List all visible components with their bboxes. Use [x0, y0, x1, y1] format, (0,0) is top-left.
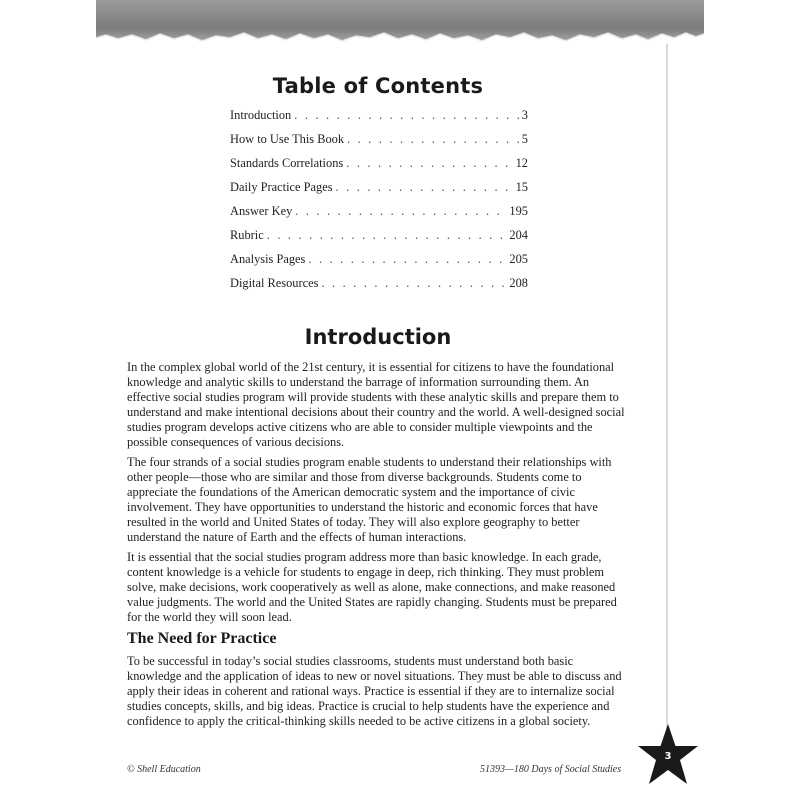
- footer-book-title: 51393—180 Days of Social Studies: [480, 764, 622, 775]
- toc-entry-digital-resources[interactable]: [230, 276, 528, 300]
- dot-leader: [346, 156, 512, 171]
- intro-paragraph-2: The four strands of a social studies program enable students to understand their relationships with other people—those who are similar and those from diverse backgrounds. Students come to appreciate the foundations of the American democratic system and the importance of civic involvement. They have opportunities to understand the historic and economic forces that have resulted in the world and United States of today. They will also explore geography to better understand the nature of Earth and the effects of human interactions.: [127, 455, 612, 545]
- toc-entry-daily-practice[interactable]: [230, 180, 528, 204]
- dot-leader: [294, 108, 519, 123]
- toc-list: [230, 108, 528, 300]
- toc-entry-page: 204: [509, 228, 528, 242]
- toc-entry-how-to-use[interactable]: [230, 132, 528, 156]
- torn-paper-header: [96, 0, 704, 44]
- toc-entry-page: 195: [509, 204, 528, 218]
- toc-entry-label: How to Use This Book: [230, 132, 345, 146]
- toc-entry-page: 12: [515, 156, 528, 170]
- toc-entry-label: Digital Resources: [230, 276, 319, 290]
- dot-leader: [295, 204, 506, 219]
- page-number: 3: [664, 751, 672, 762]
- toc-entry-label: Daily Practice Pages: [230, 180, 333, 194]
- page-edge: [666, 44, 668, 756]
- toc-entry-page: 15: [515, 180, 528, 194]
- toc-entry-introduction[interactable]: [230, 108, 528, 132]
- toc-entry-label: Introduction: [230, 108, 292, 122]
- toc-entry-label: Rubric: [230, 228, 264, 242]
- dot-leader: [336, 180, 513, 195]
- toc-entry-page: 3: [521, 108, 528, 122]
- toc-entry-label: Analysis Pages: [230, 252, 306, 266]
- toc-entry-page: 205: [509, 252, 528, 266]
- toc-entry-answer-key[interactable]: [230, 204, 528, 228]
- toc-title: Table of Contents: [272, 74, 484, 98]
- dot-leader: [321, 276, 506, 291]
- introduction-heading: Introduction: [304, 325, 452, 349]
- toc-entry-standards-correlations[interactable]: [230, 156, 528, 180]
- dot-leader: [267, 228, 507, 243]
- dot-leader: [308, 252, 506, 267]
- intro-paragraph-3: It is essential that the social studies program address more than basic knowledge. In each grade, content knowledge is a vehicle for students to engage in deep, rich thinking. They must problem solve, make decisions, work cooperatively as well as alone, make connections, and make reasoned value judgments. The world and the United States are rapidly changing. Students must be prepared for the world they will soon lead.: [127, 550, 617, 625]
- toc-entry-analysis-pages[interactable]: [230, 252, 528, 276]
- toc-entry-label: Standards Correlations: [230, 156, 344, 170]
- toc-entry-rubric[interactable]: [230, 228, 528, 252]
- need-for-practice-heading: The Need for Practice: [127, 630, 277, 647]
- footer-copyright: © Shell Education: [127, 764, 201, 775]
- toc-entry-label: Answer Key: [230, 204, 293, 218]
- toc-entry-page: 208: [509, 276, 528, 290]
- intro-paragraph-1: In the complex global world of the 21st century, it is essential for citizens to have the foundational knowledge and analytic skills to understand the barrage of information surrounding them. An effective social studies program will provide students with these analytic skills and prepare them to understand and make intentional decisions about their country and the world. A well-designed social studies program develops active citizens who are able to consider multiple viewpoints and the possible consequences of various decisions.: [127, 360, 625, 450]
- dot-leader: [347, 132, 519, 147]
- toc-entry-page: 5: [521, 132, 528, 146]
- need-for-practice-paragraph: To be successful in today’s social studies classrooms, students must understand both basic knowledge and the application of ideas to new or novel situations. They must be able to discuss and apply their ideas in coherent and rational ways. Practice is essential if they are to internalize social studies concepts, skills, and big ideas. Practice is crucial to help students have the experience and confidence to apply the critical-thinking skills needed to be active citizens in a global society.: [127, 654, 622, 729]
